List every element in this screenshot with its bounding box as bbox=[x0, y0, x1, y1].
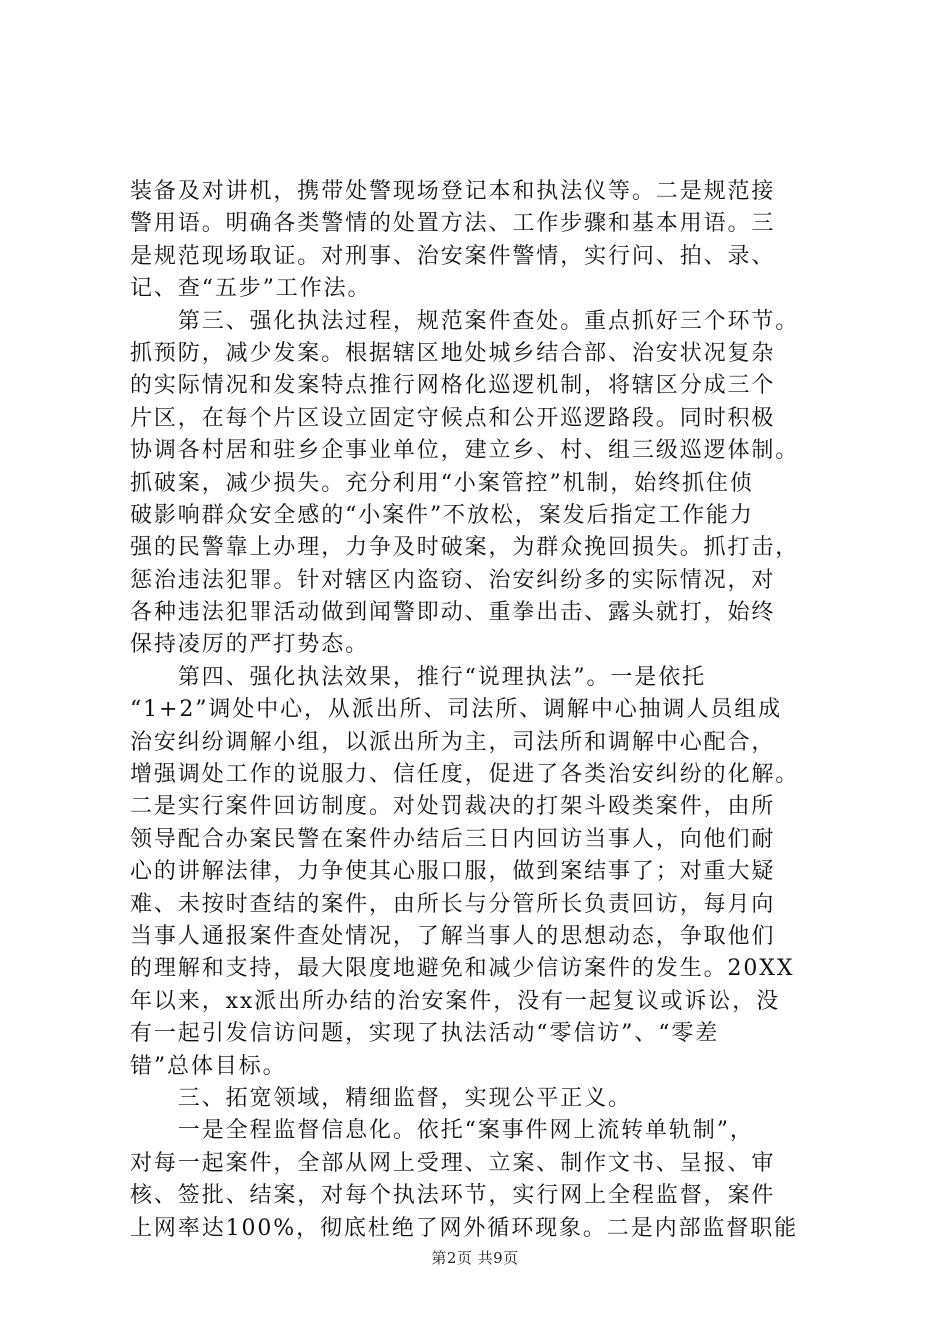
text-line: 的理解和支持，最大限度地避免和减少信访案件的发生。20XX bbox=[130, 956, 795, 982]
text-line: 增强调处工作的说服力、信任度，促进了各类治安纠纷的化解。 bbox=[130, 762, 800, 788]
text-line: 抓破案，减少损失。充分利用“小案管控”机制，始终抓住侦 bbox=[130, 470, 754, 496]
text-line: 对每一起案件，全部从网上受理、立案、制作文书、呈报、审 bbox=[130, 1150, 776, 1176]
text-line: 警用语。明确各类警情的处置方法、工作步骤和基本用语。三 bbox=[130, 211, 776, 237]
text-line: 领导配合办案民警在案件办结后三日内回访当事人，向他们耐 bbox=[130, 826, 776, 852]
text-line: 一是全程监督信息化。依托“案事件网上流转单轨制”， bbox=[130, 1118, 754, 1144]
text-line: 第三、强化执法过程，规范案件查处。重点抓好三个环节。 bbox=[130, 308, 800, 334]
text-line: 二是实行案件回访制度。对处罚裁决的打架斗殴类案件，由所 bbox=[130, 794, 776, 820]
text-line: 当事人通报案件查处情况，了解当事人的思想动态，争取他们 bbox=[130, 923, 776, 949]
text-line: 是规范现场取证。对刑事、治安案件警情，实行问、拍、录、 bbox=[130, 243, 776, 269]
text-line: 强的民警靠上办理，力争及时破案，为群众挽回损失。抓打击， bbox=[130, 535, 800, 561]
text-line: 核、签批、结案，对每个执法环节，实行网上全程监督，案件 bbox=[130, 1183, 776, 1209]
text-line: 难、未按时查结的案件，由所长与分管所长负责回访，每月向 bbox=[130, 891, 776, 917]
text-line: 各种违法犯罪活动做到闻警即动、重拳出击、露头就打，始终 bbox=[130, 600, 776, 626]
text-line: 保持凌厉的严打势态。 bbox=[130, 632, 370, 658]
text-line: 惩治违法犯罪。针对辖区内盗窃、治安纠纷多的实际情况，对 bbox=[130, 567, 776, 593]
text-line: 治安纠纷调解小组，以派出所为主，司法所和调解中心配合， bbox=[130, 729, 776, 755]
text-line: 抓预防，减少发案。根据辖区地处城乡结合部、治安状况复杂 bbox=[130, 340, 776, 366]
text-line: 三、拓宽领域，精细监督，实现公平正义。 bbox=[130, 1085, 632, 1111]
text-line: 错”总体目标。 bbox=[130, 1053, 287, 1079]
text-line: 协调各村居和驻乡企事业单位，建立乡、村、组三级巡逻体制。 bbox=[130, 438, 800, 464]
text-line: 的实际情况和发案特点推行网格化巡逻机制，将辖区分成三个 bbox=[130, 373, 776, 399]
text-line: “1+2”调处中心，从派出所、司法所、调解中心抽调人员组成 bbox=[130, 697, 783, 723]
document-body bbox=[130, 176, 850, 1245]
text-line: 片区，在每个片区设立固定守候点和公开巡逻路段。同时积极 bbox=[130, 405, 776, 431]
text-line: 装备及对讲机，携带处警现场登记本和执法仪等。二是规范接 bbox=[130, 179, 776, 204]
text-line: 上网率达100%，彻底杜绝了网外循环现象。二是内部监督职能 bbox=[130, 1215, 798, 1241]
text-line: 第四、强化执法效果，推行“说理执法”。一是依托 bbox=[130, 664, 706, 690]
text-line: 年以来，xx派出所办结的治安案件，没有一起复议或诉讼，没 bbox=[130, 988, 781, 1014]
text-line: 心的讲解法律，力争使其心服口服，做到案结事了；对重大疑 bbox=[130, 859, 776, 885]
text-line: 记、查“五步”工作法。 bbox=[130, 276, 372, 302]
text-line: 破影响群众安全感的“小案件”不放松，案发后指定工作能力 bbox=[130, 502, 754, 528]
page-footer: 第2页 共9页 bbox=[431, 1249, 519, 1267]
text-line: 有一起引发信访问题，实现了执法活动“零信访”、“零差 bbox=[130, 1021, 720, 1047]
